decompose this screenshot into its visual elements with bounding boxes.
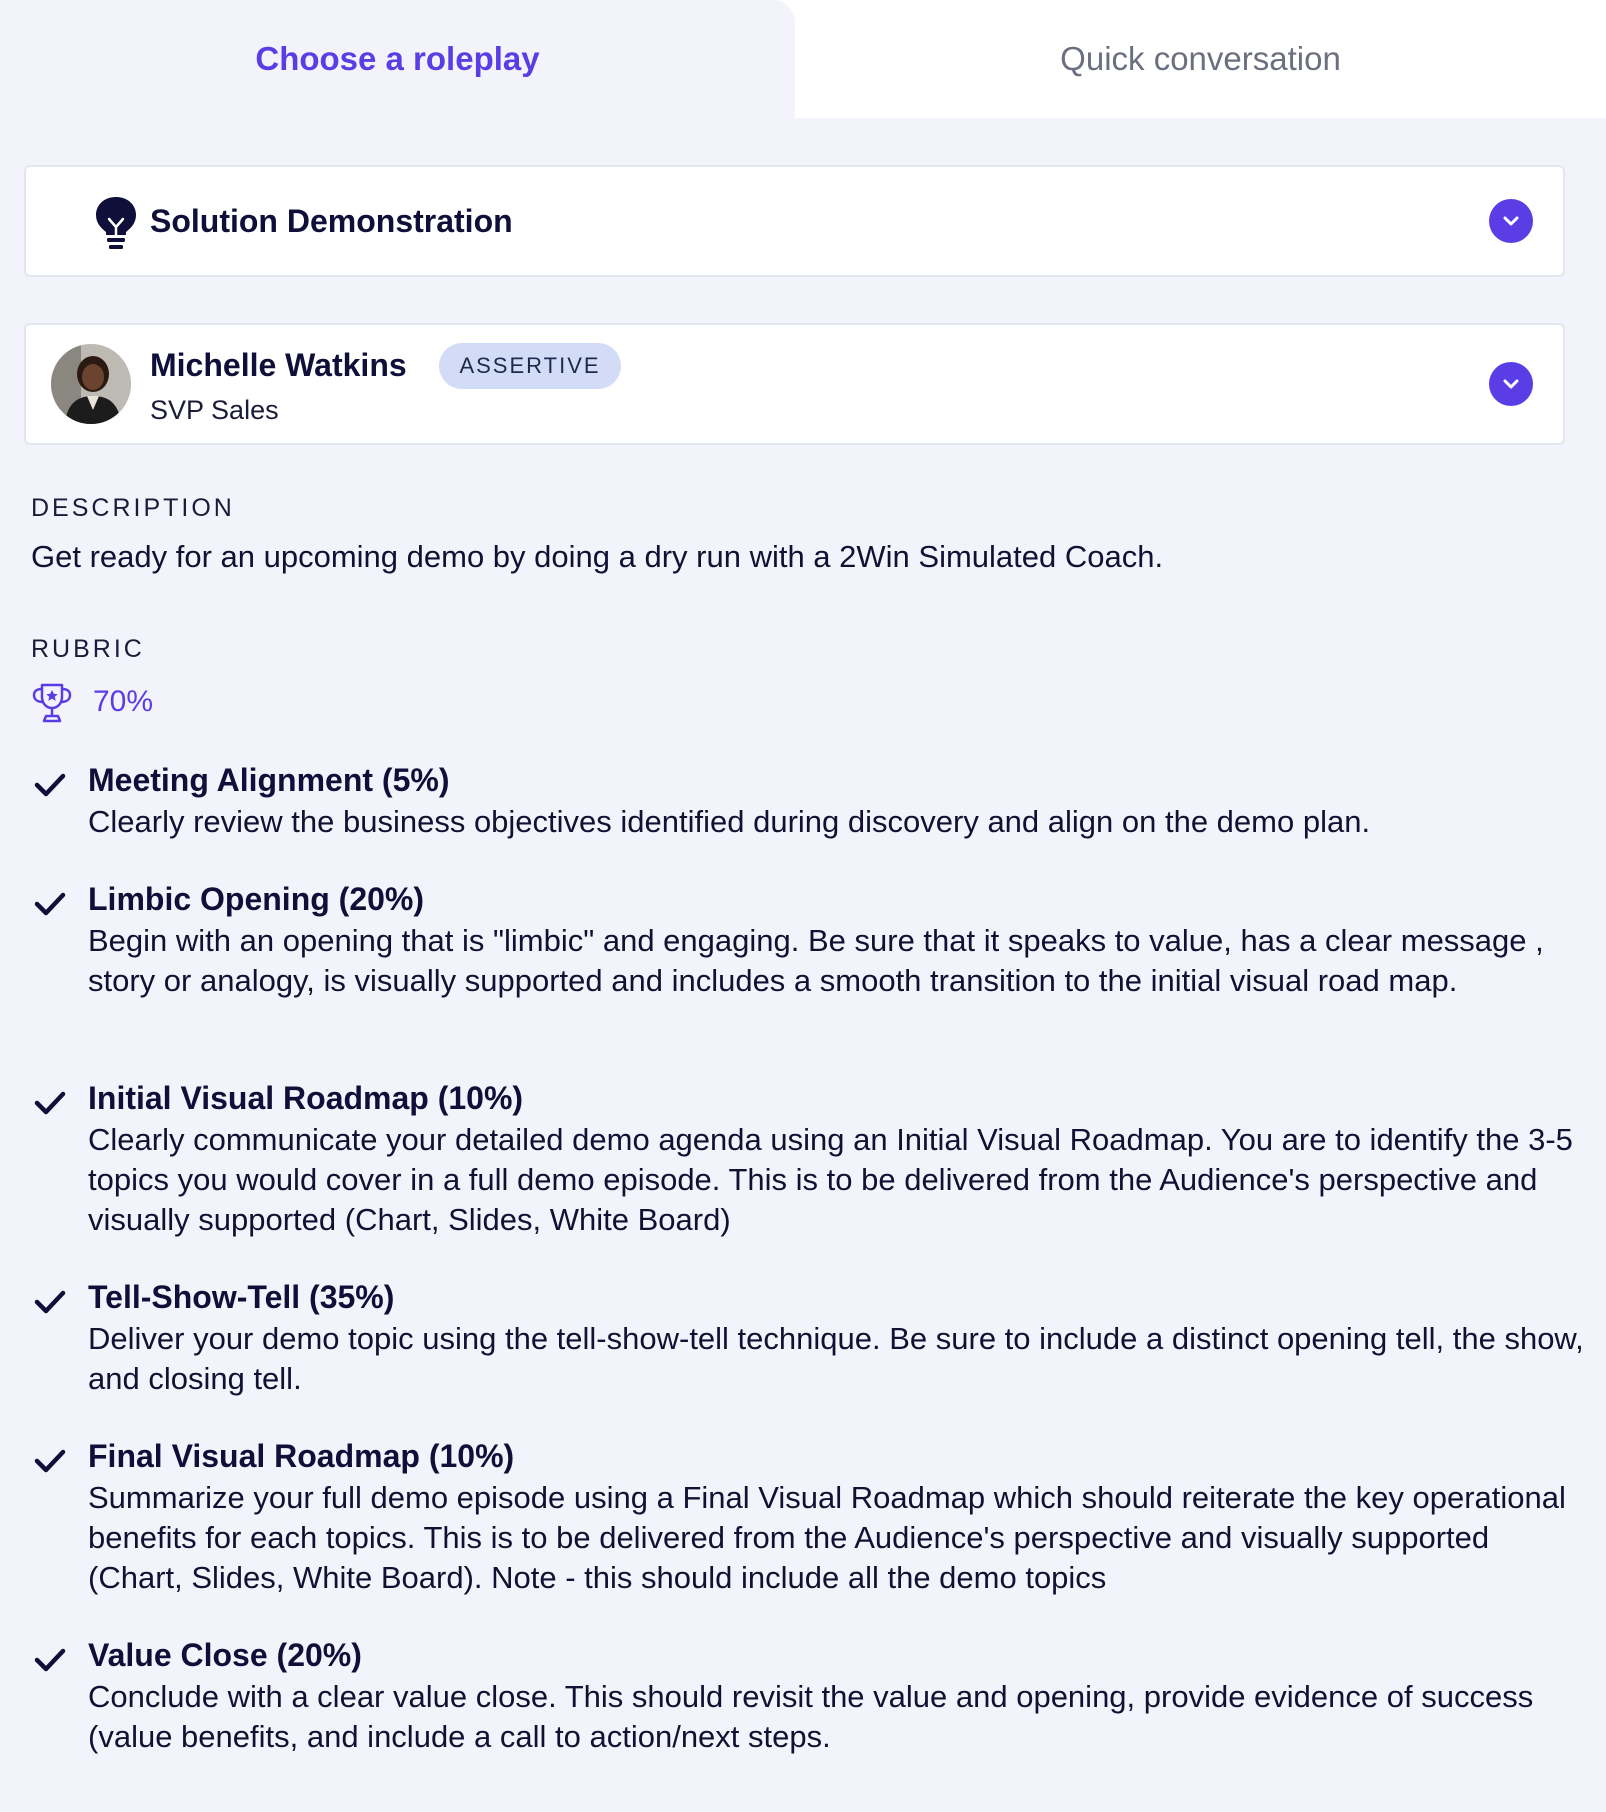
tab-choose-roleplay[interactable]: [0, 0, 795, 118]
avatar-image: [51, 344, 131, 424]
check-icon: [34, 772, 66, 798]
scenario-dropdown-button[interactable]: [1489, 199, 1533, 243]
persona-dropdown-button[interactable]: [1489, 362, 1533, 406]
trophy-icon: [30, 681, 74, 725]
tab-bar: [0, 0, 1606, 118]
chevron-down-icon: [1500, 373, 1522, 395]
rubric-score: 70%: [93, 685, 154, 718]
rubric-item-description: Clearly communicate your detailed demo agenda using an Initial Visual Roadmap. You are to identify the 3-5 topics you would cover in a full demo episode. This is to be delivered from the Audience's perspective and visually supported (Chart, Slides, White Board): [88, 1122, 1573, 1237]
avatar: [51, 344, 131, 424]
rubric-item-title: Meeting Alignment (5%): [88, 762, 450, 798]
rubric-item-description: Deliver your demo topic using the tell-show-tell technique. Be sure to include a distinct opening tell, the show, and closing tell.: [88, 1321, 1584, 1396]
rubric-label: RUBRIC: [31, 635, 145, 663]
description-label: DESCRIPTION: [31, 494, 235, 522]
tab-quick-conversation[interactable]: [795, 0, 1606, 118]
persona-style-badge: ASSERTIVE: [439, 343, 621, 389]
tab-choose-roleplay-label: Choose a roleplay: [255, 40, 540, 77]
rubric-item-title: Limbic Opening (20%): [88, 881, 425, 917]
persona-name: Michelle Watkins: [150, 347, 407, 383]
persona-role: SVP Sales: [150, 395, 279, 425]
check-icon: [34, 1090, 66, 1116]
rubric-item-description: Summarize your full demo episode using a Final Visual Roadmap which should reiterate the key operational benefits for each topics. This is to be delivered from the Audience's perspective and visually supported (Chart, Slides, White Board). Note - this should include all the demo topics: [88, 1480, 1566, 1595]
scenario-title: Solution Demonstration: [150, 202, 513, 239]
rubric-item-title: Value Close (20%): [88, 1637, 362, 1673]
lightbulb-icon: [92, 195, 140, 253]
check-icon: [34, 891, 66, 917]
rubric-item-description: Clearly review the business objectives identified during discovery and align on the demo plan.: [88, 804, 1371, 839]
rubric-item-description: Begin with an opening that is "limbic" and engaging. Be sure that it speaks to value, has a clear message , story or analogy, is visually supported and includes a smooth transition to the initial visual road map.: [88, 923, 1544, 998]
chevron-down-icon: [1500, 210, 1522, 232]
check-icon: [34, 1448, 66, 1474]
rubric-item-title: Tell-Show-Tell (35%): [88, 1279, 395, 1315]
rubric-item-description: Conclude with a clear value close. This should revisit the value and opening, provide evidence of success (value benefits, and include a call to action/next steps.: [88, 1679, 1534, 1754]
rubric-item-title: Final Visual Roadmap (10%): [88, 1438, 515, 1474]
persona-select[interactable]: [24, 323, 1565, 445]
check-icon: [34, 1289, 66, 1315]
scenario-select[interactable]: [24, 165, 1565, 277]
check-icon: [34, 1647, 66, 1673]
rubric-item-title: Initial Visual Roadmap (10%): [88, 1080, 524, 1116]
description-text: Get ready for an upcoming demo by doing a dry run with a 2Win Simulated Coach.: [31, 539, 1164, 574]
tab-quick-conversation-label: Quick conversation: [1060, 40, 1341, 77]
